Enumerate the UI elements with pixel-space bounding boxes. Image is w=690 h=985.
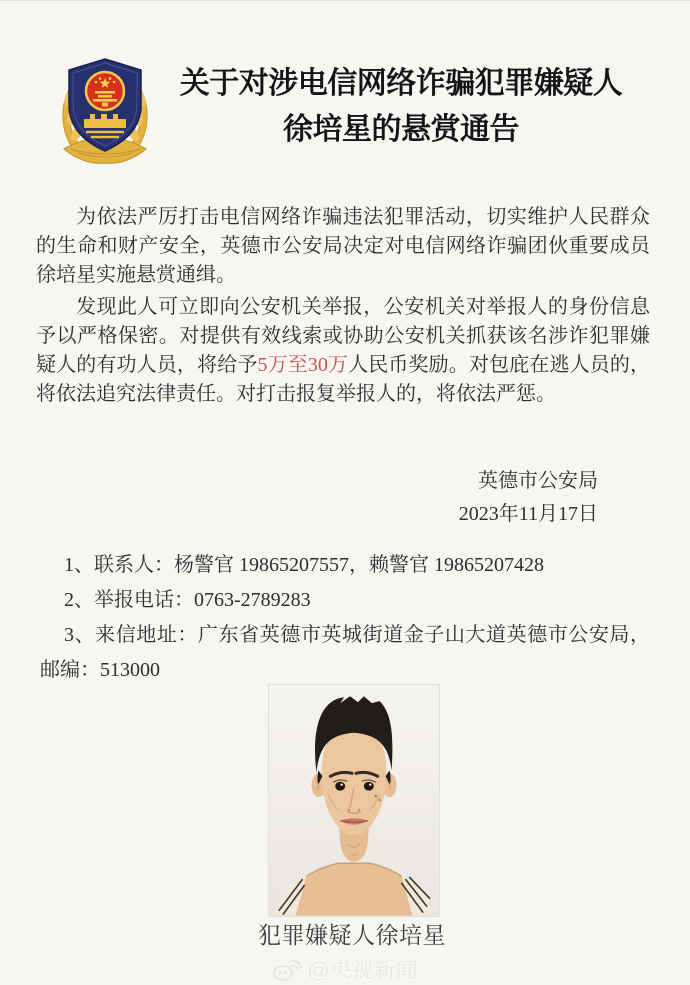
notice-title [152, 55, 650, 153]
issue-date: 2023年11月17日 [458, 503, 598, 525]
contact-item-hotline: 2、举报电话：0763-2789283 [64, 589, 311, 611]
police-badge-icon [58, 55, 152, 165]
contact-item-address: 3、来信地址：广东省英德市英城街道金子山大道英德市公安局，邮编：513000 [40, 624, 650, 681]
contact-item-persons: 1、联系人：杨警官 19865207557，赖警官 19865207428 [64, 554, 544, 576]
notice-header [0, 1, 690, 165]
watermark [0, 954, 690, 985]
title-line-1: 关于对涉电信网络诈骗犯罪嫌疑人 [179, 67, 623, 100]
weibo-icon [272, 958, 302, 982]
paragraph-reward [36, 293, 650, 409]
suspect-figure [258, 684, 468, 952]
watermark-text: @央视新闻 [307, 958, 418, 983]
title-line-2: 徐培星的悬赏通告 [283, 113, 519, 146]
paragraph-reward-tail: 人民币奖励。对包庇在逃人员的，将依法追究法律责任。对打击报复举报人的，将依法严惩。 [36, 354, 651, 405]
paragraph-reward-lead: 发现此人可立即向公安机关举报，公安机关对举报人的身份信息予以严格保密。对提供有效线索或协助公安机关抓获该名涉诈犯罪嫌疑人的有功人员，将给予 [36, 296, 650, 376]
signature-block [0, 465, 690, 531]
issuing-authority: 英德市公安局 [478, 470, 598, 492]
photo-caption: 犯罪嫌疑人徐培星 [258, 923, 446, 948]
paragraph-intro: 为依法严厉打击电信网络诈骗违法犯罪活动，切实维护人民群众的生命和财产安全，英德市公安局决定对电信网络诈骗团伙重要成员徐培星实施悬赏通缉。 [36, 206, 650, 286]
contact-list [40, 548, 650, 688]
reward-amount: 5万至30万 [257, 354, 349, 376]
suspect-photo [268, 684, 440, 917]
